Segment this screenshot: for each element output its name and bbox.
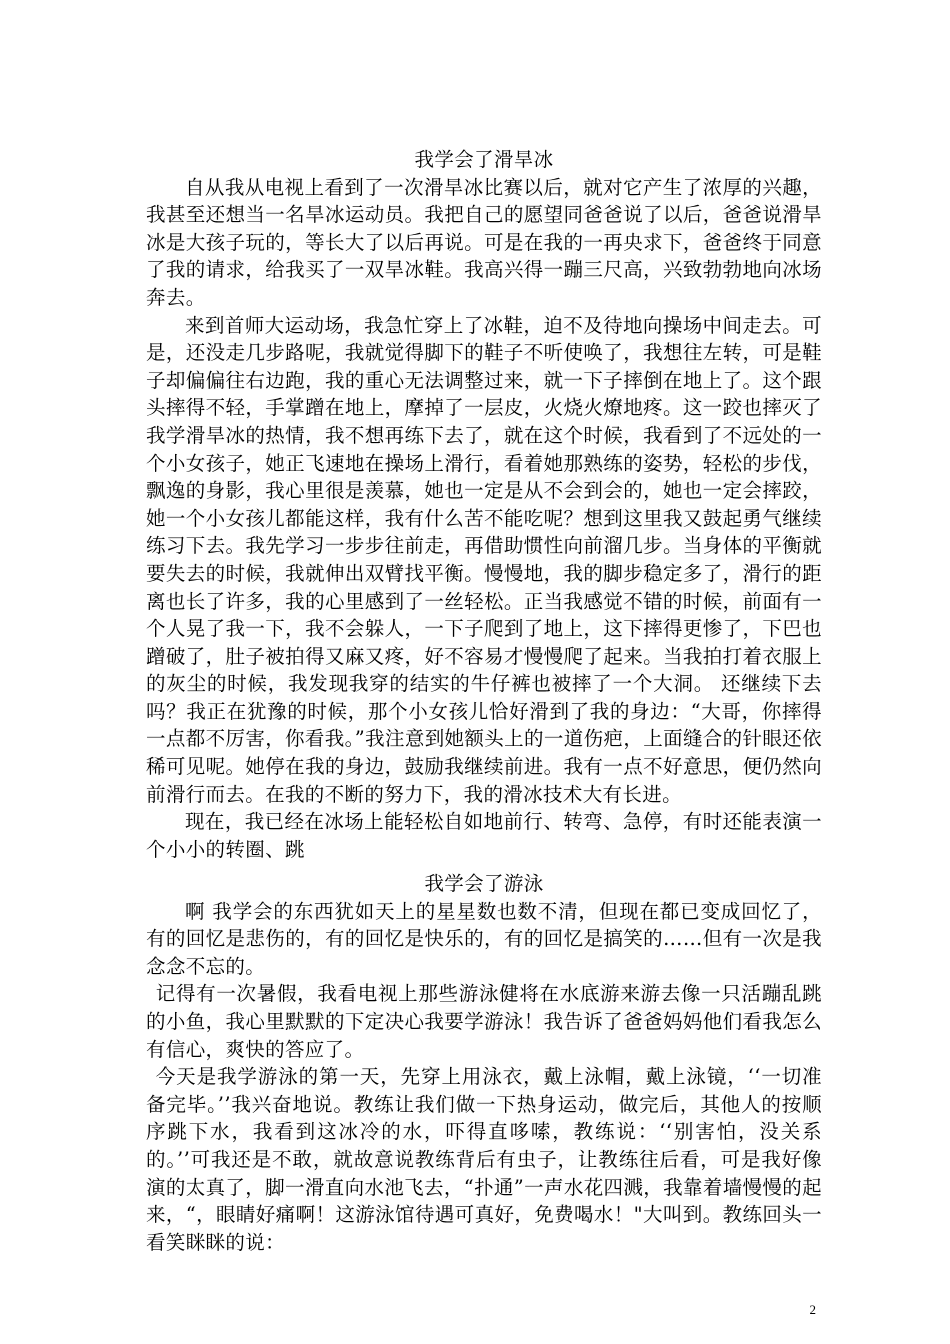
essay-paragraph: 记得有一次暑假，我看电视上那些游泳健将在水底游来游去像一只活蹦乱跳的小鱼，我心里默默的下定决心我要学游泳！我告诉了爸爸妈妈他们看我怎么有信心，爽快的答应了。 — [146, 982, 822, 1061]
essay-skating — [146, 146, 822, 863]
essay-paragraph: 啊 我学会的东西犹如天上的星星数也数不清，但现在都已变成回忆了，有的回忆是悲伤的，有的回忆是快乐的，有的回忆是搞笑的……但有一次是我念念不忘的。 — [146, 899, 822, 978]
page-number: 2 — [809, 1302, 816, 1317]
essay-swimming — [146, 870, 822, 1256]
essay-paragraph: 自从我从电视上看到了一次滑旱冰比赛以后，就对它产生了浓厚的兴趣，我甚至还想当一名旱冰运动员。我把自己的愿望同爸爸说了以后，爸爸说滑旱冰是大孩子玩的，等长大了以后再说。可是在我的一再央求下，爸爸终于同意了我的请求，给我买了一双旱冰鞋。我高兴得一蹦三尺高，兴致勃勃地向冰场奔去。 — [146, 175, 822, 309]
essay-paragraph: 来到首师大运动场，我急忙穿上了冰鞋，迫不及待地向操场中间走去。可是，还没走几步路呢，我就觉得脚下的鞋子不听使唤了，我想往左转，可是鞋子却偏偏往右边跑，我的重心无法调整过来，就一下子摔倒在地上了。这个跟头摔得不轻，手掌蹭在地上，摩掉了一层皮，火烧火燎地疼。这一跤也摔灭了我学滑旱冰的热情，我不想再练下去了，就在这个时候，我看到了不远处的一个小女孩子，她正飞速地在操场上滑行，看着她那熟练的姿势，轻松的步伐，飘逸的身影，我心里很是羡慕，她也一定是从不会到会的，她也一定会摔跤，她一个小女孩儿都能这样，我有什么苦不能吃呢？想到这里我又鼓起勇气继续练习下去。我先学习一步步往前走，再借助惯性向前溜几步。当身体的平衡就要失去的时候，我就伸出双臂找平衡。慢慢地，我的脚步稳定多了，滑行的距离也长了许多，我的心里感到了一丝轻松。正当我感觉不错的时候，前面有一个人晃了我一下，我不会躲人，一下子爬到了地上，这下摔得更惨了，下巴也蹭破了，肚子被拍得又麻又疼，好不容易才慢慢爬了起来。当我拍打着衣服上的灰尘的时候，我发现我穿的结实的牛仔裤也被摔了一个大洞。 还继续下去吗？我正在犹豫的时候，那个小女孩儿恰好滑到了我的身边：“大哥，你摔得一点都不厉害，你看我。”我注意到她额头上的一道伤疤，上面缝合的针眼还依稀可见呢。她停在我的身边，鼓励我继续前进。我有一点不好意思，便仍然向前滑行而去。在我的不断的努力下，我的滑冰技术大有长进。 — [146, 313, 822, 806]
essay-paragraph: 现在，我已经在冰场上能轻松自如地前行、转弯、急停，有时还能表演一个小小的转圈、跳 — [146, 810, 822, 861]
essay-title: 我学会了滑旱冰 — [414, 148, 554, 171]
essay-title: 我学会了游泳 — [424, 872, 544, 895]
essay-paragraph: 今天是我学游泳的第一天，先穿上用泳衣，戴上泳帽，戴上泳镜，‘‘一切准备完毕。’’我兴奋地说。教练让我们做一下热身运动，做完后，其他人的按顺序跳下水，我看到这冰冷的水，吓得直哆嗦，教练说：‘‘别害怕，没关系的。’’可我还是不敢，就故意说教练背后有虫子，让教练往后看，可是我好像演的太真了，脚一滑直向水池飞去，“扑通”一声水花四溅，我靠着墙慢慢的起来，“，眼睛好痛啊！这游泳馆待遇可真好，免费喝水！"大叫到。教练回头一看笑眯眯的说： — [146, 1065, 822, 1254]
